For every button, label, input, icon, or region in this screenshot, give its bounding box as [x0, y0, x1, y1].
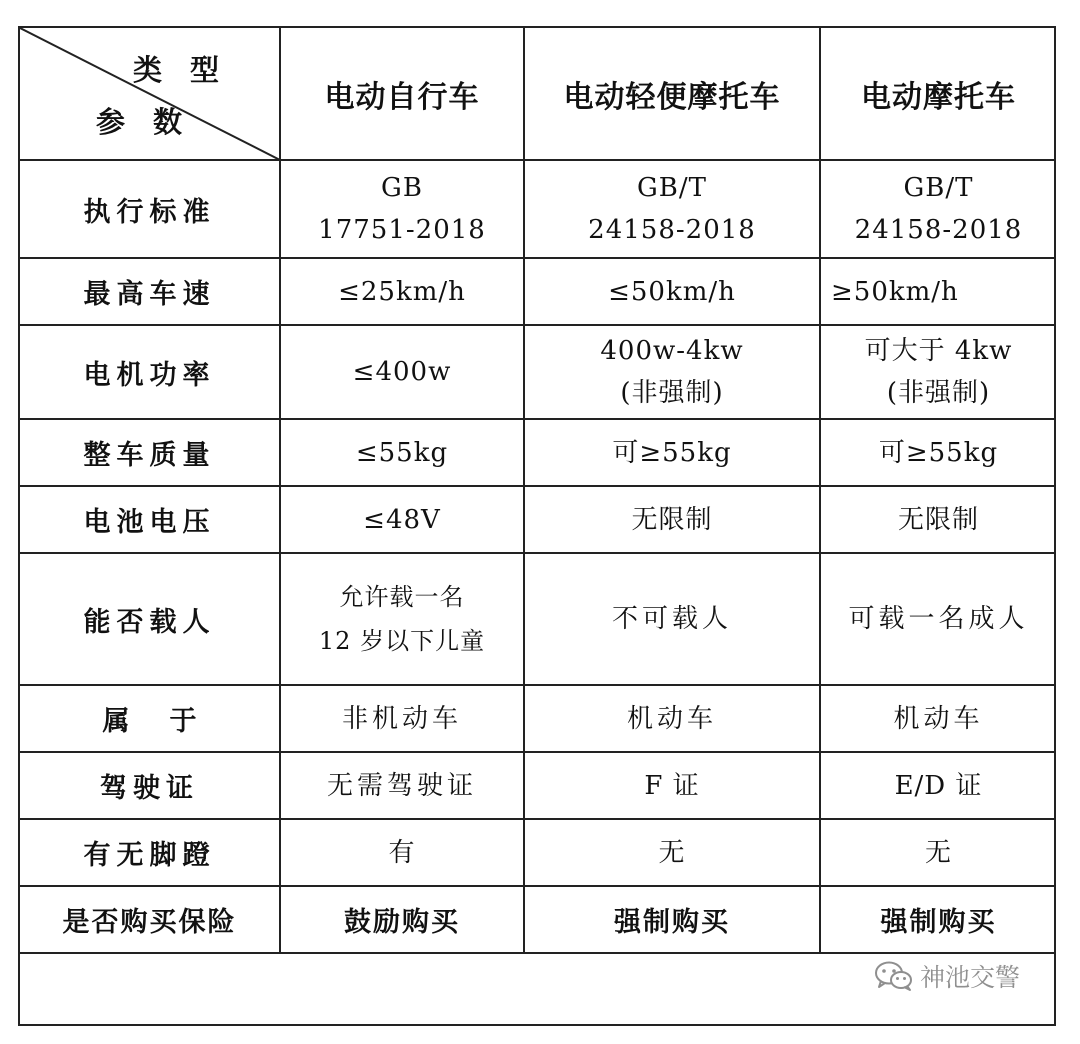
table-row — [20, 419, 1056, 486]
table-cell: ≤400w — [280, 325, 524, 419]
column-header-e-moped: 电动轻便摩托车 — [524, 28, 820, 160]
table-cell: 无需驾驶证 — [280, 752, 524, 819]
row-label-insurance: 是否购买保险 — [20, 886, 280, 953]
row-label-category: 属于 — [20, 685, 280, 752]
table-cell: ≤50km/h — [524, 258, 820, 325]
row-label-standard: 执行标准 — [20, 160, 280, 258]
table-cell: 非机动车 — [280, 685, 524, 752]
table-row — [20, 160, 1056, 258]
table-cell: 不可载人 — [524, 553, 820, 685]
table-cell: GB 17751-2018 — [280, 160, 524, 258]
table-cell: GB/T 24158-2018 — [820, 160, 1056, 258]
wechat-icon — [874, 960, 914, 992]
row-label-passenger: 能否载人 — [20, 553, 280, 685]
table-cell: 无限制 — [820, 486, 1056, 553]
corner-type-label: 类型 — [132, 53, 247, 87]
column-header-e-bike: 电动自行车 — [280, 28, 524, 160]
table-row — [20, 752, 1056, 819]
corner-param-label: 参数 — [96, 105, 211, 139]
row-label-battery-voltage: 电池电压 — [20, 486, 280, 553]
table-cell: F 证 — [524, 752, 820, 819]
table-row — [20, 886, 1056, 953]
corner-cell — [20, 28, 280, 160]
table-row — [20, 685, 1056, 752]
table-cell: 强制购买 — [820, 886, 1056, 953]
table-row — [20, 258, 1056, 325]
row-label-weight: 整车质量 — [20, 419, 280, 486]
table-row — [20, 325, 1056, 419]
table-cell: ≤55kg — [280, 419, 524, 486]
table-cell: 可大于 4kw (非强制) — [820, 325, 1056, 419]
table-cell: ≤25km/h — [280, 258, 524, 325]
watermark — [874, 958, 1020, 994]
table-cell: 机动车 — [524, 685, 820, 752]
table-cell: 400w-4kw (非强制) — [524, 325, 820, 419]
table-cell: E/D 证 — [820, 752, 1056, 819]
table-row — [20, 819, 1056, 886]
table-cell: ≥50km/h — [820, 258, 1056, 325]
table-cell: 可载一名成人 — [820, 553, 1056, 685]
table-row — [20, 486, 1056, 553]
row-label-max-speed: 最高车速 — [20, 258, 280, 325]
table-cell: 鼓励购买 — [280, 886, 524, 953]
table-cell: 允许载一名 12 岁以下儿童 — [280, 553, 524, 685]
column-header-e-motorcycle: 电动摩托车 — [820, 28, 1056, 160]
table-cell: 强制购买 — [524, 886, 820, 953]
table-row — [20, 553, 1056, 685]
row-label-motor-power: 电机功率 — [20, 325, 280, 419]
row-label-license: 驾驶证 — [20, 752, 280, 819]
table-cell: 无限制 — [524, 486, 820, 553]
spec-table-frame — [18, 26, 1056, 1026]
table-cell: 无 — [524, 819, 820, 886]
table-cell: 机动车 — [820, 685, 1056, 752]
table-cell: GB/T 24158-2018 — [524, 160, 820, 258]
table-cell: 可≥55kg — [820, 419, 1056, 486]
table-cell: ≤48V — [280, 486, 524, 553]
row-label-pedals: 有无脚蹬 — [20, 819, 280, 886]
spec-table — [20, 28, 1056, 954]
table-cell: 有 — [280, 819, 524, 886]
table-cell: 无 — [820, 819, 1056, 886]
watermark-text: 神池交警 — [919, 963, 1020, 992]
table-cell: 可≥55kg — [524, 419, 820, 486]
header-row — [20, 28, 1056, 160]
